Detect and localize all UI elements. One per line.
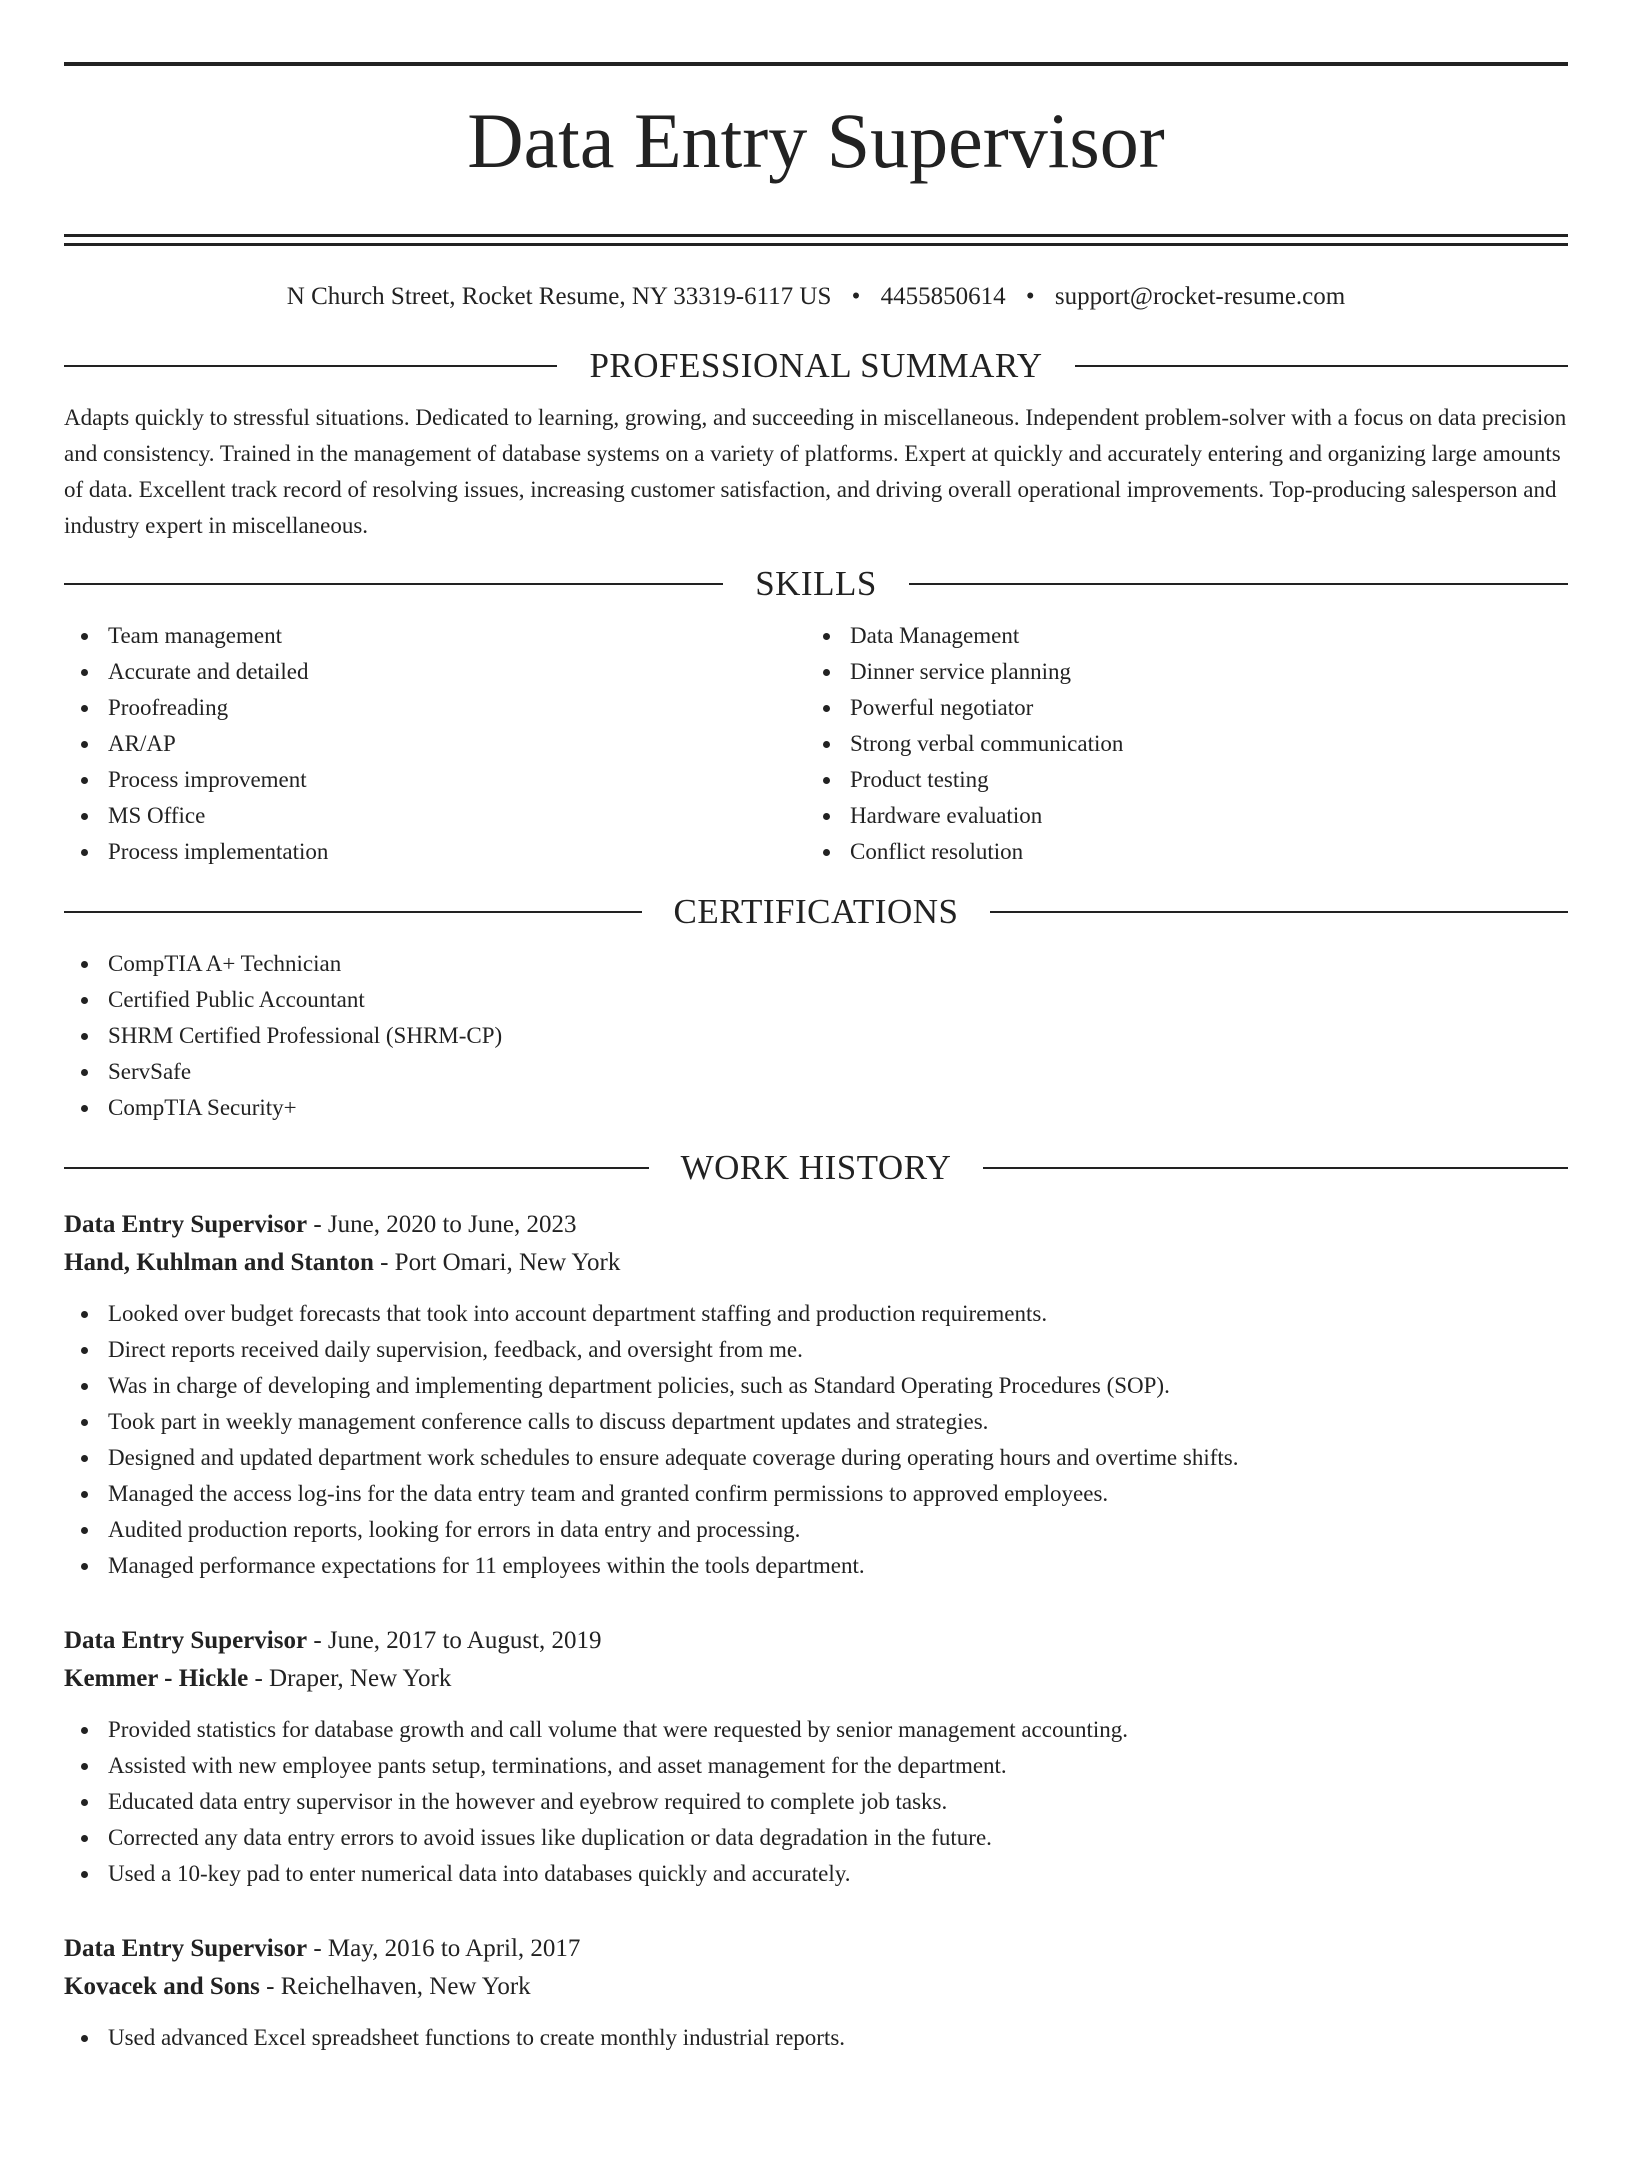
- skill-item: Conflict resolution: [806, 834, 1568, 870]
- skill-item: Product testing: [806, 762, 1568, 798]
- job-location: - Reichelhaven, New York: [259, 1973, 531, 2000]
- skills-list-right: [806, 618, 1568, 870]
- job-dates: - June, 2020 to June, 2023: [307, 1211, 577, 1238]
- certification-item: CompTIA A+ Technician: [64, 946, 1568, 982]
- job-company-line: [64, 1244, 1568, 1282]
- certifications-list: [64, 946, 1568, 1126]
- skill-item: Process implementation: [64, 834, 806, 870]
- job-bullet: Assisted with new employee pants setup, terminations, and asset management for the department.: [64, 1748, 1568, 1784]
- job-dates: - May, 2016 to April, 2017: [307, 1935, 581, 1962]
- skills-column-left: [64, 618, 806, 870]
- job-bullet: Managed performance expectations for 11 employees within the tools department.: [64, 1548, 1568, 1584]
- job-title: Data Entry Supervisor: [64, 1211, 308, 1238]
- job-title: Data Entry Supervisor: [64, 1627, 308, 1654]
- certification-item: Certified Public Accountant: [64, 982, 1568, 1018]
- resume-page: [0, 62, 1632, 2174]
- certification-item: CompTIA Security+: [64, 1090, 1568, 1126]
- address: N Church Street, Rocket Resume, NY 33319-6117 US: [286, 283, 832, 310]
- job-bullet: Took part in weekly management conference calls to discuss department updates and strategies.: [64, 1404, 1568, 1440]
- heading-rule: [909, 583, 1568, 585]
- work-heading-row: [64, 1146, 1568, 1190]
- job-bullet: Corrected any data entry errors to avoid issues like duplication or data degradation in the future.: [64, 1820, 1568, 1856]
- job-bullet: Designed and updated department work schedules to ensure adequate coverage during operating hours and overtime shifts.: [64, 1440, 1568, 1476]
- job-company-line: [64, 1660, 1568, 1698]
- job-company-line: [64, 1968, 1568, 2006]
- skills-heading-row: [64, 562, 1568, 606]
- skill-item: Proofreading: [64, 690, 806, 726]
- contact-separator: •: [1025, 283, 1035, 310]
- summary-text: Adapts quickly to stressful situations. Dedicated to learning, growing, and succeeding in miscellaneous. Independent problem-solver with a focus on data precision and consistency. Trained in the management of database systems on a variety of platforms. Expert at quickly and accurately entering and organizing large amounts of data. Excellent track record of resolving issues, increasing customer satisfaction, and driving overall operational improvements. Top-producing salesperson and industry expert in miscellaneous.: [64, 405, 1567, 538]
- job-entry: [64, 1206, 1568, 1584]
- top-rule: [64, 62, 1568, 66]
- job-company: Kemmer - Hickle: [64, 1665, 249, 1692]
- certifications-heading: CERTIFICATIONS: [673, 892, 959, 931]
- email: support@rocket-resume.com: [1054, 283, 1346, 310]
- job-location: - Draper, New York: [248, 1665, 452, 1692]
- heading-rule: [64, 583, 723, 585]
- job-title-line: [64, 1206, 1568, 1244]
- summary-heading-row: [64, 344, 1568, 388]
- skill-item: Process improvement: [64, 762, 806, 798]
- job-bullet: Was in charge of developing and implementing department policies, such as Standard Operating Procedures (SOP).: [64, 1368, 1568, 1404]
- work-heading: WORK HISTORY: [680, 1148, 952, 1187]
- job-dates: - June, 2017 to August, 2019: [307, 1627, 602, 1654]
- job-bullet: Used a 10-key pad to enter numerical data into databases quickly and accurately.: [64, 1856, 1568, 1892]
- heading-rule: [990, 911, 1568, 913]
- summary-heading: PROFESSIONAL SUMMARY: [589, 346, 1043, 385]
- job-entry: [64, 1622, 1568, 1892]
- header-double-rule: [64, 234, 1568, 246]
- contact-line: [64, 280, 1568, 314]
- skills-grid: [64, 618, 1568, 870]
- job-bullets: [64, 1296, 1568, 1584]
- skill-item: Data Management: [806, 618, 1568, 654]
- skills-list-left: [64, 618, 806, 870]
- heading-rule: [1075, 365, 1568, 367]
- job-bullet: Provided statistics for database growth and call volume that were requested by senior management accounting.: [64, 1712, 1568, 1748]
- heading-rule: [64, 1167, 649, 1169]
- skill-item: Team management: [64, 618, 806, 654]
- job-bullet: Direct reports received daily supervision, feedback, and oversight from me.: [64, 1332, 1568, 1368]
- skill-item: AR/AP: [64, 726, 806, 762]
- job-bullet: Used advanced Excel spreadsheet functions to create monthly industrial reports.: [64, 2020, 1568, 2056]
- skill-item: Hardware evaluation: [806, 798, 1568, 834]
- heading-rule: [64, 911, 642, 913]
- contact-separator: •: [851, 283, 861, 310]
- skill-item: MS Office: [64, 798, 806, 834]
- phone: 4455850614: [880, 283, 1006, 310]
- certification-item: SHRM Certified Professional (SHRM-CP): [64, 1018, 1568, 1054]
- skill-item: Strong verbal communication: [806, 726, 1568, 762]
- job-title-line: [64, 1622, 1568, 1660]
- skill-item: Powerful negotiator: [806, 690, 1568, 726]
- heading-rule: [64, 365, 557, 367]
- skills-heading: SKILLS: [755, 564, 877, 603]
- job-title: Data Entry Supervisor: [64, 1935, 308, 1962]
- job-bullets: [64, 1712, 1568, 1892]
- job-entry: [64, 1930, 1568, 2056]
- candidate-name: Data Entry Supervisor: [467, 97, 1165, 184]
- job-company: Kovacek and Sons: [64, 1973, 260, 2000]
- job-bullet: Audited production reports, looking for errors in data entry and processing.: [64, 1512, 1568, 1548]
- skill-item: Accurate and detailed: [64, 654, 806, 690]
- certifications-heading-row: [64, 890, 1568, 934]
- certification-item: ServSafe: [64, 1054, 1568, 1090]
- heading-rule: [983, 1167, 1568, 1169]
- skill-item: Dinner service planning: [806, 654, 1568, 690]
- skills-column-right: [806, 618, 1568, 870]
- job-bullet: Educated data entry supervisor in the however and eyebrow required to complete job tasks.: [64, 1784, 1568, 1820]
- job-bullet: Managed the access log-ins for the data entry team and granted confirm permissions to approved employees.: [64, 1476, 1568, 1512]
- job-bullets: [64, 2020, 1568, 2056]
- job-location: - Port Omari, New York: [373, 1249, 621, 1276]
- job-company: Hand, Kuhlman and Stanton: [64, 1249, 374, 1276]
- job-bullet: Looked over budget forecasts that took into account department staffing and production requirements.: [64, 1296, 1568, 1332]
- job-title-line: [64, 1930, 1568, 1968]
